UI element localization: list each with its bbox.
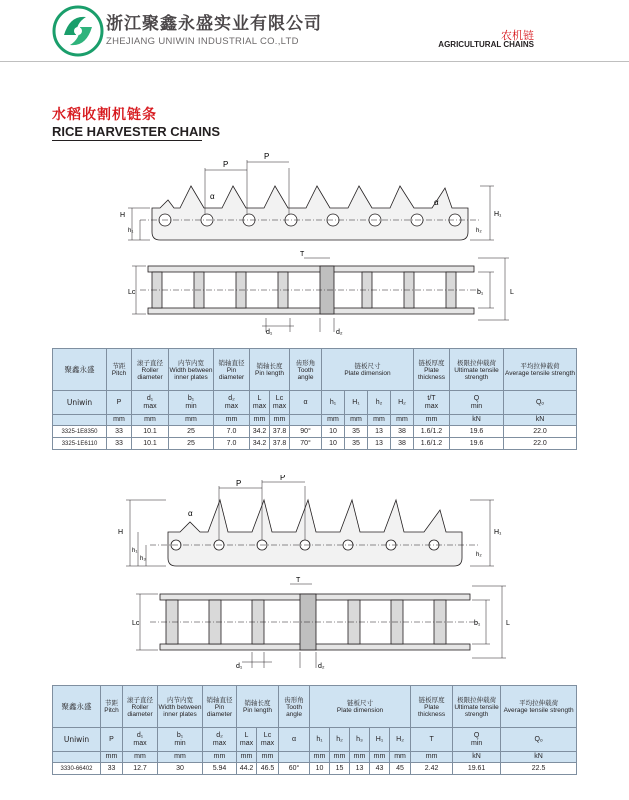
data-cell: 90° bbox=[290, 426, 322, 438]
section-title-en: RICE HARVESTER CHAINS bbox=[52, 124, 221, 139]
dim-label-Lc: Lc bbox=[128, 289, 136, 296]
unit-cell-blank bbox=[53, 752, 101, 763]
unit-cell: mm bbox=[107, 415, 132, 426]
symbol-cell: H₂ bbox=[391, 391, 414, 415]
table-row bbox=[53, 763, 577, 775]
dim-label-P-2: P bbox=[280, 475, 286, 482]
data-cell: 10 bbox=[322, 438, 345, 450]
header-roller-diameter: 滚子直径 Roller diameter bbox=[132, 349, 169, 391]
header-ultimate-strength: 极限拉伸载荷 Ultimate tensile strength bbox=[453, 686, 501, 728]
symbol-cell: Lc max bbox=[270, 391, 290, 415]
unit-cell: kN bbox=[501, 752, 577, 763]
data-cell: 38 bbox=[391, 426, 414, 438]
header-tooth-angle: 齿形角 Tooth angle bbox=[290, 349, 322, 391]
symbol-cell: h₂ bbox=[368, 391, 391, 415]
header-ultimate-strength: 极限拉伸载荷 Ultimate tensile strength bbox=[450, 349, 504, 391]
dim-label-P-1: P bbox=[223, 160, 229, 169]
table-row bbox=[53, 438, 577, 450]
dim-label-alpha: α bbox=[188, 509, 193, 518]
unit-cell: mm bbox=[132, 415, 169, 426]
unit-cell: mm bbox=[237, 752, 257, 763]
brand-en: Uniwin bbox=[53, 391, 107, 415]
unit-cell-blank bbox=[53, 415, 107, 426]
company-name-cn: 浙江聚鑫永盛实业有限公司 bbox=[106, 14, 322, 34]
dim-label-d1: d₁ bbox=[236, 663, 243, 670]
data-cell: 10 bbox=[322, 426, 345, 438]
data-cell: 1.6/1.2 bbox=[414, 438, 450, 450]
data-cell: 60° bbox=[279, 763, 310, 775]
symbol-cell: h₃ bbox=[350, 728, 370, 752]
symbol-cell: h₁ bbox=[310, 728, 330, 752]
symbol-cell: h₁ bbox=[322, 391, 345, 415]
data-cell: 13 bbox=[368, 438, 391, 450]
dim-label-h2: h₂ bbox=[476, 552, 482, 558]
symbol-cell: Lc max bbox=[257, 728, 279, 752]
data-cell: 43 bbox=[370, 763, 390, 775]
data-cell: 25 bbox=[169, 438, 214, 450]
symbol-cell: α bbox=[279, 728, 310, 752]
dim-label-H: H bbox=[120, 212, 126, 219]
data-cell: 70° bbox=[290, 438, 322, 450]
header-tooth-angle: 齿形角 Tooth angle bbox=[279, 686, 310, 728]
symbol-cell: Qₒ bbox=[501, 728, 577, 752]
symbol-cell: α bbox=[290, 391, 322, 415]
dim-label-d2: d₂ bbox=[336, 329, 343, 336]
symbol-cell: T bbox=[411, 728, 453, 752]
data-cell: 5.94 bbox=[203, 763, 237, 775]
dim-label-T: T bbox=[300, 251, 305, 258]
header-roller-diameter: 滚子直径 Roller diameter bbox=[123, 686, 158, 728]
unit-cell: kN bbox=[453, 752, 501, 763]
symbol-cell: H₂ bbox=[390, 728, 411, 752]
dim-label-b1: b₁ bbox=[477, 289, 484, 296]
data-cell: 38 bbox=[391, 438, 414, 450]
data-cell: 7.0 bbox=[214, 438, 250, 450]
section-title-rule bbox=[52, 140, 202, 141]
model-cell: 3325-1E6110 bbox=[53, 438, 107, 450]
data-cell: 19.6 bbox=[450, 426, 504, 438]
symbol-cell: d₁ max bbox=[132, 391, 169, 415]
symbol-cell: L max bbox=[237, 728, 257, 752]
data-cell: 22.5 bbox=[501, 763, 577, 775]
dim-label-T: T bbox=[296, 577, 301, 584]
data-cell: 19.61 bbox=[453, 763, 501, 775]
symbol-cell: b₁ min bbox=[169, 391, 214, 415]
header-pin-length: 销轴长度 Pin length bbox=[237, 686, 279, 728]
unit-cell: mm bbox=[390, 752, 411, 763]
data-cell: 33 bbox=[107, 438, 132, 450]
data-cell: 10.1 bbox=[132, 426, 169, 438]
data-cell: 33 bbox=[101, 763, 123, 775]
unit-cell: mm bbox=[169, 415, 214, 426]
chain-diagram-2 bbox=[0, 475, 629, 675]
data-cell: 22.0 bbox=[504, 438, 577, 450]
symbol-cell: h₂ bbox=[330, 728, 350, 752]
symbol-cell: t/T max bbox=[414, 391, 450, 415]
dim-label-P-1: P bbox=[236, 479, 242, 488]
brand-cn: 聚鑫永盛 bbox=[53, 686, 101, 728]
unit-cell: mm bbox=[414, 415, 450, 426]
data-cell: 15 bbox=[330, 763, 350, 775]
unit-cell: mm bbox=[158, 752, 203, 763]
unit-cell: mm bbox=[123, 752, 158, 763]
unit-cell bbox=[279, 752, 310, 763]
unit-cell: mm bbox=[203, 752, 237, 763]
symbol-cell: b₁ min bbox=[158, 728, 203, 752]
unit-cell: mm bbox=[101, 752, 123, 763]
spec-table-1 bbox=[52, 348, 577, 450]
unit-cell: mm bbox=[345, 415, 368, 426]
header-divider bbox=[0, 61, 629, 62]
side-view-2 bbox=[150, 500, 480, 566]
dim-label-Lc: Lc bbox=[132, 620, 140, 627]
category-cn: 农机链 bbox=[501, 29, 534, 42]
header-plate-dimension: 链板尺寸 Plate dimension bbox=[310, 686, 411, 728]
data-cell: 13 bbox=[368, 426, 391, 438]
symbol-cell: d₁ max bbox=[123, 728, 158, 752]
header-pitch: 节距 Pitch bbox=[101, 686, 123, 728]
brand-cn: 聚鑫永盛 bbox=[53, 349, 107, 391]
unit-cell: kN bbox=[504, 415, 577, 426]
header-inner-width: 内节内宽 Width between inner plates bbox=[169, 349, 214, 391]
data-cell: 22.0 bbox=[504, 426, 577, 438]
data-cell: 2.42 bbox=[411, 763, 453, 775]
dim-label-h1: h₁ bbox=[128, 228, 134, 234]
data-cell: 10 bbox=[310, 763, 330, 775]
dim-label-alpha-2: α bbox=[434, 198, 439, 207]
plan-view-1 bbox=[140, 266, 480, 314]
unit-cell: mm bbox=[310, 752, 330, 763]
company-logo bbox=[52, 5, 104, 57]
unit-cell: mm bbox=[391, 415, 414, 426]
header-average-strength: 平均拉伸载荷 Average tensile strength bbox=[504, 349, 577, 391]
section-title-cn: 水稻收割机链条 bbox=[52, 107, 157, 123]
dim-label-H1: H₁ bbox=[494, 211, 502, 218]
symbol-cell: L max bbox=[250, 391, 270, 415]
dim-label-d2: d₂ bbox=[318, 663, 325, 670]
header-pin-diameter: 销轴直径 Pin diameter bbox=[214, 349, 250, 391]
unit-cell: mm bbox=[257, 752, 279, 763]
dim-label-alpha-1: α bbox=[210, 192, 215, 201]
chain-diagram-1 bbox=[0, 150, 629, 340]
header-average-strength: 平均拉伸载荷 Average tensile strength bbox=[501, 686, 577, 728]
side-view-1 bbox=[140, 186, 480, 240]
plan-view-2 bbox=[150, 594, 480, 650]
dim-label-h1: h₁ bbox=[132, 548, 138, 554]
symbol-cell: P bbox=[107, 391, 132, 415]
dim-label-h3: h₃ bbox=[140, 556, 146, 562]
data-cell: 35 bbox=[345, 438, 368, 450]
data-cell: 44.2 bbox=[237, 763, 257, 775]
data-cell: 1.6/1.2 bbox=[414, 426, 450, 438]
unit-cell: mm bbox=[350, 752, 370, 763]
unit-cell: mm bbox=[214, 415, 250, 426]
data-cell: 19.6 bbox=[450, 438, 504, 450]
dim-label-P-2: P bbox=[264, 152, 270, 161]
unit-cell: mm bbox=[370, 752, 390, 763]
dim-label-L: L bbox=[510, 289, 514, 296]
header-pitch: 节距 Pitch bbox=[107, 349, 132, 391]
page-header bbox=[0, 0, 629, 62]
data-cell: 25 bbox=[169, 426, 214, 438]
data-cell: 33 bbox=[107, 426, 132, 438]
dim-label-H: H bbox=[118, 529, 124, 536]
symbol-cell: Q min bbox=[450, 391, 504, 415]
dim-label-h2: h₂ bbox=[476, 228, 482, 234]
unit-cell bbox=[290, 415, 322, 426]
data-cell: 37.8 bbox=[270, 426, 290, 438]
data-cell: 45 bbox=[390, 763, 411, 775]
symbol-cell: Q min bbox=[453, 728, 501, 752]
data-cell: 10.1 bbox=[132, 438, 169, 450]
dim-label-L: L bbox=[506, 620, 510, 627]
dim-label-b1: b₁ bbox=[474, 620, 481, 627]
data-cell: 34.2 bbox=[250, 438, 270, 450]
header-plate-thickness: 链板厚度 Plate thickness bbox=[411, 686, 453, 728]
data-cell: 37.8 bbox=[270, 438, 290, 450]
symbol-cell: H₁ bbox=[370, 728, 390, 752]
header-pin-length: 销轴长度 Pin length bbox=[250, 349, 290, 391]
unit-cell: mm bbox=[330, 752, 350, 763]
data-cell: 46.5 bbox=[257, 763, 279, 775]
data-cell: 7.0 bbox=[214, 426, 250, 438]
unit-cell: mm bbox=[270, 415, 290, 426]
unit-cell: mm bbox=[250, 415, 270, 426]
table-row bbox=[53, 426, 577, 438]
symbol-cell: P bbox=[101, 728, 123, 752]
data-cell: 35 bbox=[345, 426, 368, 438]
dim-label-H1: H₁ bbox=[494, 529, 502, 536]
category-en: AGRICULTURAL CHAINS bbox=[438, 40, 534, 49]
model-cell: 3330-66402 bbox=[53, 763, 101, 775]
spec-table-2 bbox=[52, 685, 577, 775]
symbol-cell: Qₒ bbox=[504, 391, 577, 415]
brand-en: Uniwin bbox=[53, 728, 101, 752]
header-plate-thickness: 链板厚度 Plate thickness bbox=[414, 349, 450, 391]
data-cell: 12.7 bbox=[123, 763, 158, 775]
unit-cell: mm bbox=[368, 415, 391, 426]
company-name-en: ZHEJIANG UNIWIN INDUSTRIAL CO.,LTD bbox=[106, 36, 299, 47]
header-pin-diameter: 销轴直径 Pin diameter bbox=[203, 686, 237, 728]
header-inner-width: 内节内宽 Width between inner plates bbox=[158, 686, 203, 728]
dim-label-d1: d₁ bbox=[266, 329, 273, 336]
header-plate-dimension: 链板尺寸 Plate dimension bbox=[322, 349, 414, 391]
symbol-cell: d₂ max bbox=[214, 391, 250, 415]
data-cell: 13 bbox=[350, 763, 370, 775]
data-cell: 34.2 bbox=[250, 426, 270, 438]
unit-cell: mm bbox=[322, 415, 345, 426]
data-cell: 30 bbox=[158, 763, 203, 775]
model-cell: 3325-1E8350 bbox=[53, 426, 107, 438]
symbol-cell: d₂ max bbox=[203, 728, 237, 752]
unit-cell: kN bbox=[450, 415, 504, 426]
symbol-cell: H₁ bbox=[345, 391, 368, 415]
unit-cell: mm bbox=[411, 752, 453, 763]
